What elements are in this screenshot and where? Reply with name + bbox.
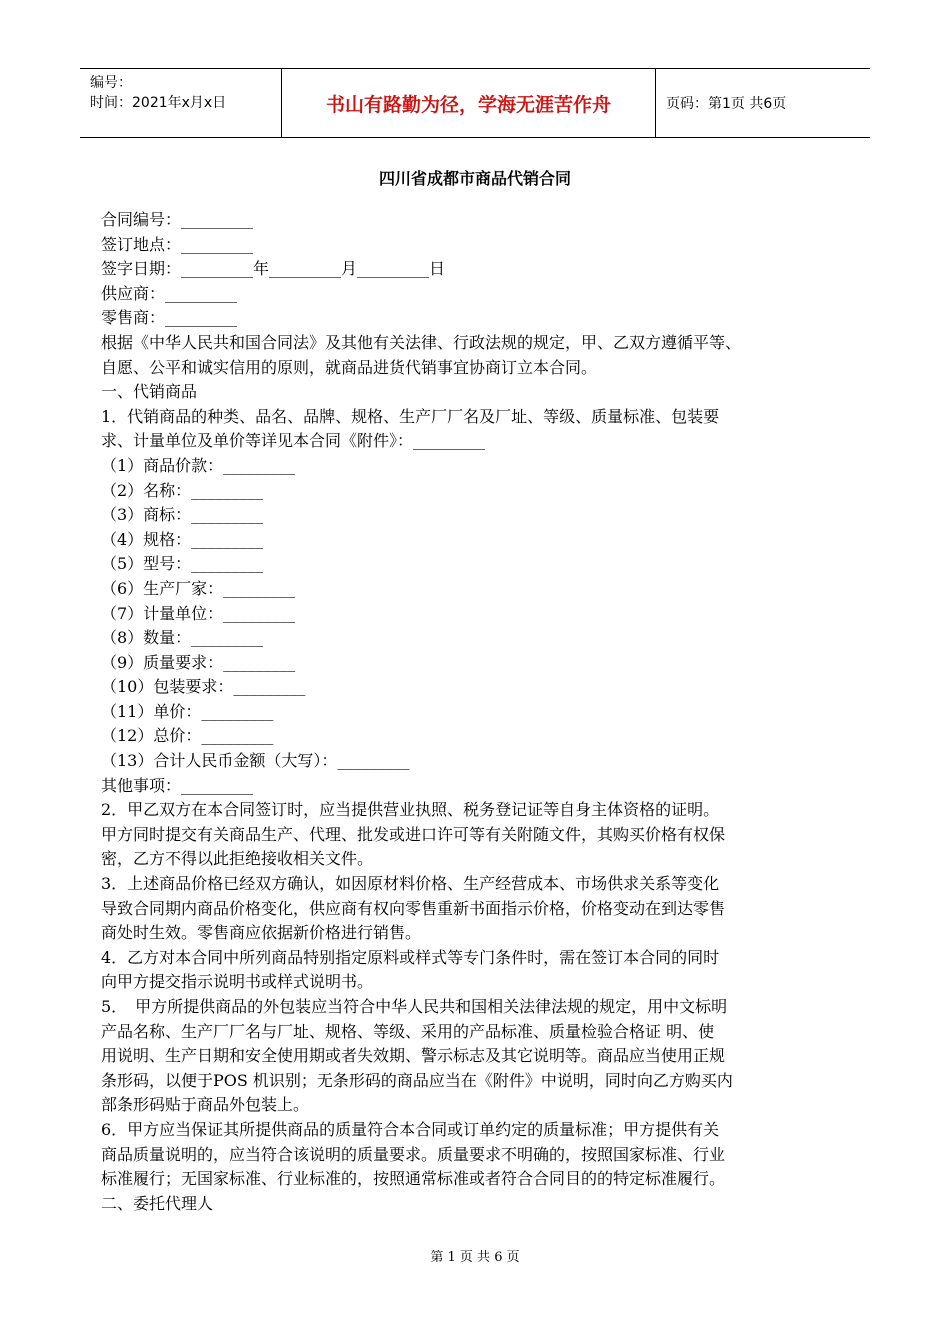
document-number-label: 编号： — [90, 75, 132, 91]
document-time-label: 时间：2021年x月x日 — [90, 95, 227, 111]
list-item: （6）生产厂家：_________ — [101, 578, 296, 598]
list-item: （5）型号：_________ — [101, 554, 264, 574]
section-heading: 二、委托代理人 — [101, 1193, 214, 1213]
body-line: 自愿、公平和诚实信用的原则，就商品进货代销事宜协商订立本合同。 — [101, 357, 598, 377]
body-line: 商处时生效。零售商应依据新价格进行销售。 — [101, 923, 422, 943]
body-line: 签订地点：_________ — [101, 234, 254, 254]
body-line: 零售商：_________ — [101, 308, 238, 328]
list-item: （10）包装要求：_________ — [101, 677, 306, 697]
body-line: 合同编号：_________ — [101, 210, 254, 229]
body-line: 供应商：_________ — [101, 283, 238, 303]
body-line: 2．甲乙双方在本合同签订时，应当提供营业执照、税务登记证等自身主体资格的证明。 — [101, 800, 720, 820]
body-line: 向甲方提交指示说明书或样式说明书。 — [101, 972, 374, 992]
body-line: 4．乙方对本合同中所列商品特别指定原料或样式等专门条件时，需在签订本合同的同时 — [101, 947, 720, 967]
header-motto-cell — [282, 69, 656, 137]
header-meta-cell — [80, 69, 282, 137]
document-title: 四川省成都市商品代销合同 — [378, 169, 571, 188]
page-info: 页码：第1页 共6页 — [666, 96, 787, 112]
body-line: 产品名称、生产厂厂名与厂址、规格、等级、采用的产品标准、质量检验合格证 明、使 — [101, 1021, 715, 1041]
list-item: （4）规格：_________ — [101, 529, 264, 549]
list-item: （3）商标：_________ — [101, 505, 264, 525]
body-line: 5． 甲方所提供商品的外包装应当符合中华人民共和国相关法律法规的规定，用中文标明 — [101, 997, 728, 1016]
body-line: 商品质量说明的，应当符合该说明的质量要求。质量要求不明确的，按照国家标准、行业 — [101, 1144, 726, 1164]
list-item: （13）合计人民币金额（大写）：_________ — [101, 751, 410, 771]
body-line: 其他事项：_________ — [101, 775, 254, 795]
body-line: 用说明、生产日期和安全使用期或者失效期、警示标志及其它说明等。商品应当使用正规 — [101, 1046, 726, 1066]
body-line: 根据《中华人民共和国合同法》及其他有关法律、行政法规的规定，甲、乙双方遵循平等、 — [101, 332, 742, 352]
page-header — [80, 68, 870, 138]
body-line: 签字日期：_________年_________月_________日 — [101, 259, 446, 279]
body-line: 甲方同时提交有关商品生产、代理、批发或进口许可等有关附随文件，其购买价格有权保 — [101, 824, 726, 844]
header-page-cell — [656, 69, 870, 137]
list-item: （9）质量要求：_________ — [101, 652, 296, 672]
body-line: 6．甲方应当保证其所提供商品的质量符合本合同或订单约定的质量标准；甲方提供有关 — [101, 1119, 720, 1139]
document-body — [101, 208, 863, 1216]
body-line: 密，乙方不得以此拒绝接收相关文件。 — [101, 849, 374, 869]
body-line: 条形码，以便于POS 机识别；无条形码的商品应当在《附件》中说明，同时向乙方购买内 — [101, 1070, 733, 1090]
motto-text: 书山有路勤为径，学海无涯苦作舟 — [325, 93, 611, 116]
list-item: （11）单价：_________ — [101, 701, 274, 721]
list-item: （1）商品价款：_________ — [101, 455, 296, 475]
section-heading: 一、代销商品 — [101, 382, 198, 402]
body-line: 3．上述商品价格已经双方确认，如因原材料价格、生产经营成本、市场供求关系等变化 — [101, 874, 720, 894]
list-item: （2）名称：_________ — [101, 480, 264, 500]
page-footer: 第 1 页 共 6 页 — [430, 1250, 520, 1265]
body-line: 部条形码贴于商品外包装上。 — [101, 1095, 310, 1115]
body-line: 求、计量单位及单价等详见本合同《附件》：_________ — [101, 431, 486, 451]
body-line: 标准履行；无国家标准、行业标准的，按照通常标准或者符合合同目的的特定标准履行。 — [101, 1169, 726, 1189]
list-item: （7）计量单位：_________ — [101, 603, 296, 623]
body-line: 导致合同期内商品价格变化，供应商有权向零售重新书面指示价格，价格变动在到达零售 — [101, 898, 726, 918]
body-line: 1．代销商品的种类、品名、品牌、规格、生产厂厂名及厂址、等级、质量标准、包装要 — [101, 406, 720, 426]
list-item: （12）总价：_________ — [101, 726, 274, 746]
list-item: （8）数量：_________ — [101, 628, 264, 648]
